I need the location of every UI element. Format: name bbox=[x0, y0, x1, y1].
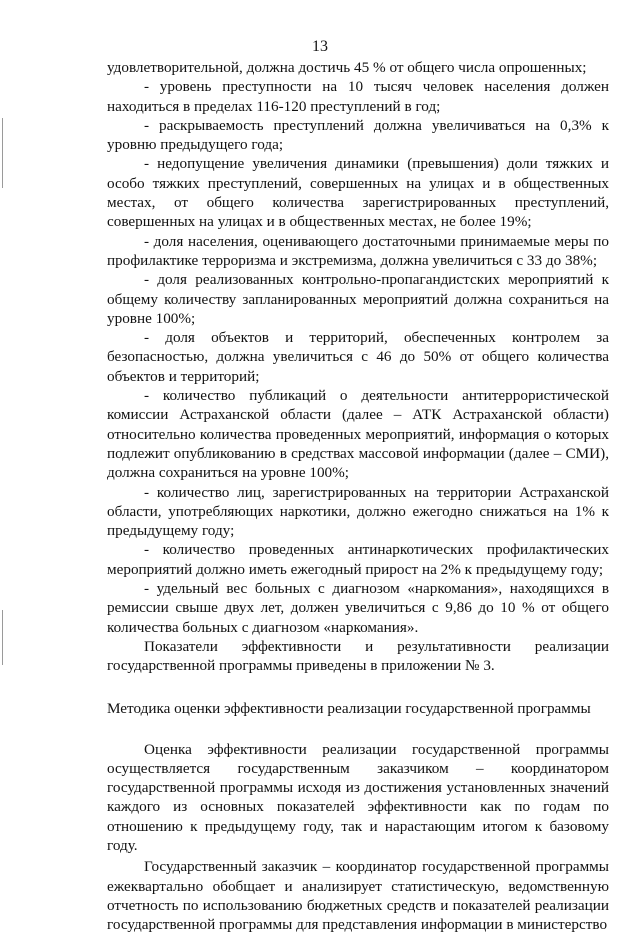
scan-margin-mark-lower bbox=[2, 610, 3, 665]
list-item: - количество публикаций о деятельности антитеррористической комиссии Астраханской области (далее – АТК Астраханской области) относительно количества проведенных мероприятий, информация о которых подлежит опубликованию в средствах массовой информации (далее – СМИ), должна сохраниться на уровне 100%; bbox=[107, 387, 609, 482]
section-paragraph: Государственный заказчик – координатор государственной программы ежеквартально обобщает и анализирует статистическую, ведомственную отчетность по использованию бюджетных средств и показателей реализации государственной программы для представления информации в министерство bbox=[107, 858, 609, 934]
document-body bbox=[107, 58, 609, 934]
list-item: - доля реализованных контрольно-пропагандистских мероприятий к общему количеству запланированных мероприятий должна сохраниться на уровне 100%; bbox=[107, 271, 609, 327]
list-item: - недопущение увеличения динамики (превышения) доли тяжких и особо тяжких преступлений, совершенных на улицах и в общественных местах, от общего количества зарегистрированных преступлений, совершенных на улицах и в общественных местах, не более 19%; bbox=[107, 155, 609, 231]
list-item: - количество лиц, зарегистрированных на территории Астраханской области, употребляющих наркотики, должно ежегодно снижаться на 1% к предыдущему году; bbox=[107, 483, 609, 540]
indicator-list bbox=[107, 77, 609, 637]
page-number: 13 bbox=[312, 38, 328, 55]
list-item: - доля населения, оценивающего достаточными принимаемые меры по профилактике терроризма и экстремизма, должна увеличиться с 33 до 38%; bbox=[107, 232, 609, 269]
list-item: - количество проведенных антинаркотических профилактических мероприятий должно иметь ежегодный прирост на 2% к предыдущему году; bbox=[107, 541, 609, 578]
list-item: - уровень преступности на 10 тысяч человек населения должен находиться в пределах 116-120 преступлений в год; bbox=[107, 78, 609, 115]
list-item: - удельный вес больных с диагнозом «наркомания», находящихся в ремиссии свыше двух лет, должен увеличиться с 9,86 до 10 % от общего количества больных с диагнозом «наркомания». bbox=[107, 580, 609, 636]
list-item: - раскрываемость преступлений должна увеличиваться на 0,3% к уровню предыдущего года; bbox=[107, 116, 609, 154]
intro-text: удовлетворительной, должна достичь 45 % от общего числа опрошенных; bbox=[107, 59, 587, 76]
summary-paragraph: Показатели эффективности и результативности реализации государственной программы приведены в приложении № 3. bbox=[107, 637, 609, 675]
list-item: - доля объектов и территорий, обеспеченных контролем за безопасностью, должна увеличиться с 46 до 50% от общего количества объектов и территорий; bbox=[107, 329, 609, 385]
section-paragraph: Оценка эффективности реализации государственной программы осуществляется государственным заказчиком – координатором государственной программы исходя из достижения установленных значений каждого из основных показателей эффективности как по годам по отношению к предыдущему году, так и нарастающим итогом к базовому году. bbox=[107, 740, 609, 854]
section-heading: Методика оценки эффективности реализации государственной программы bbox=[107, 699, 591, 717]
scan-margin-mark-upper bbox=[2, 118, 3, 188]
